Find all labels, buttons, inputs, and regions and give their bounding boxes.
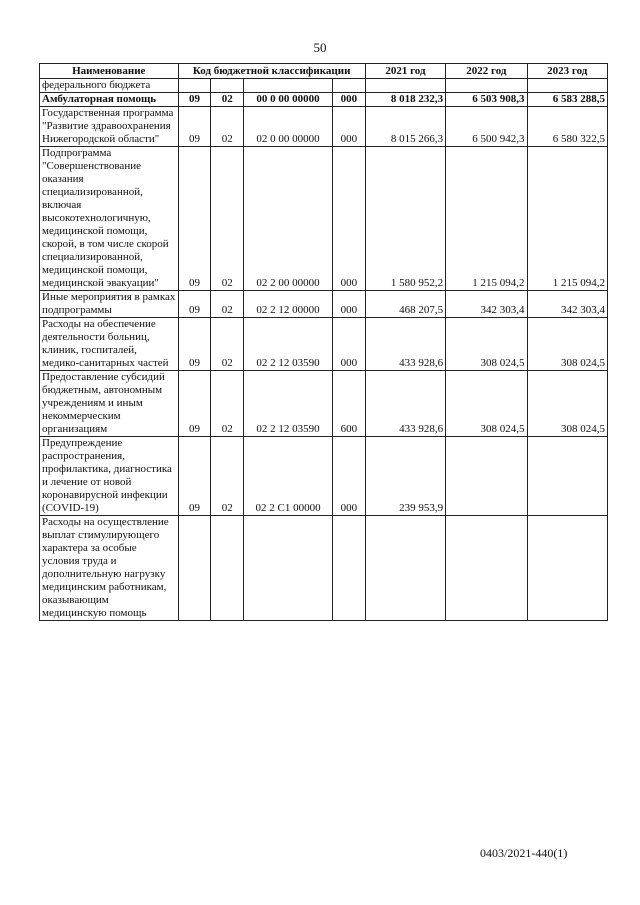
header-2023: 2023 год xyxy=(527,64,607,79)
row-name: Расходы на осуществление выплат стимулирующего характера за особые условия труда и дополнительную нагрузку медицинским работникам, оказывающим медицинскую помощь xyxy=(40,516,179,621)
row-name: Предупреждение распространения, профилактика, диагностика и лечение от новой коронавирусной инфекции (COVID-19) xyxy=(40,437,179,516)
row-value-2023 xyxy=(527,516,607,621)
row-value-2021: 468 207,5 xyxy=(365,291,445,318)
budget-table xyxy=(39,63,608,621)
document-code: 0403/2021-440(1) xyxy=(480,846,568,860)
row-section xyxy=(178,79,211,93)
row-value-2021: 433 928,6 xyxy=(365,318,445,371)
row-section: 09 xyxy=(178,147,211,291)
table-row xyxy=(40,93,608,107)
row-value-2022: 342 303,4 xyxy=(446,291,527,318)
row-target-code: 02 2 C1 00000 xyxy=(244,437,333,516)
row-name: Расходы на обеспечение деятельности больниц, клиник, госпиталей, медико-санитарных частей xyxy=(40,318,179,371)
row-value-2023: 342 303,4 xyxy=(527,291,607,318)
table-row xyxy=(40,291,608,318)
row-subsection: 02 xyxy=(211,291,244,318)
row-value-2021: 433 928,6 xyxy=(365,371,445,437)
row-target-code: 02 2 12 03590 xyxy=(244,371,333,437)
table-row xyxy=(40,437,608,516)
row-section: 09 xyxy=(178,93,211,107)
header-code: Код бюджетной классификации xyxy=(178,64,365,79)
row-target-code: 00 0 00 00000 xyxy=(244,93,333,107)
row-value-2021 xyxy=(365,79,445,93)
row-section: 09 xyxy=(178,107,211,147)
row-value-2022 xyxy=(446,437,527,516)
row-value-2023: 1 215 094,2 xyxy=(527,147,607,291)
row-value-2023: 6 580 322,5 xyxy=(527,107,607,147)
row-value-2022: 308 024,5 xyxy=(446,318,527,371)
row-expense-type: 000 xyxy=(332,437,365,516)
row-target-code xyxy=(244,79,333,93)
table-header-row xyxy=(40,64,608,79)
row-value-2023: 308 024,5 xyxy=(527,371,607,437)
table-row xyxy=(40,147,608,291)
row-target-code: 02 2 00 00000 xyxy=(244,147,333,291)
row-name: Государственная программа "Развитие здравоохранения Нижегородской области" xyxy=(40,107,179,147)
row-value-2022: 308 024,5 xyxy=(446,371,527,437)
row-target-code: 02 2 12 00000 xyxy=(244,291,333,318)
row-value-2021 xyxy=(365,516,445,621)
row-subsection: 02 xyxy=(211,318,244,371)
table-row xyxy=(40,107,608,147)
row-subsection: 02 xyxy=(211,437,244,516)
row-expense-type: 000 xyxy=(332,93,365,107)
row-subsection xyxy=(211,79,244,93)
row-name: Амбулаторная помощь xyxy=(40,93,179,107)
row-target-code xyxy=(244,516,333,621)
row-value-2023 xyxy=(527,79,607,93)
header-2021: 2021 год xyxy=(365,64,445,79)
row-expense-type xyxy=(332,79,365,93)
row-subsection: 02 xyxy=(211,147,244,291)
row-value-2023: 308 024,5 xyxy=(527,318,607,371)
row-value-2021: 239 953,9 xyxy=(365,437,445,516)
row-expense-type xyxy=(332,516,365,621)
row-expense-type: 600 xyxy=(332,371,365,437)
row-expense-type: 000 xyxy=(332,318,365,371)
row-subsection: 02 xyxy=(211,371,244,437)
table-row xyxy=(40,79,608,93)
row-subsection: 02 xyxy=(211,93,244,107)
row-section: 09 xyxy=(178,371,211,437)
row-section: 09 xyxy=(178,291,211,318)
row-value-2023 xyxy=(527,437,607,516)
row-value-2021: 8 018 232,3 xyxy=(365,93,445,107)
row-name: Иные мероприятия в рамках подпрограммы xyxy=(40,291,179,318)
header-2022: 2022 год xyxy=(446,64,527,79)
row-expense-type: 000 xyxy=(332,147,365,291)
row-name: Предоставление субсидий бюджетным, автономным учреждениям и иным некоммерческим организациям xyxy=(40,371,179,437)
row-target-code: 02 2 12 03590 xyxy=(244,318,333,371)
row-subsection: 02 xyxy=(211,107,244,147)
table-row xyxy=(40,371,608,437)
table-row xyxy=(40,516,608,621)
row-value-2023: 6 583 288,5 xyxy=(527,93,607,107)
row-value-2021: 8 015 266,3 xyxy=(365,107,445,147)
row-value-2022: 6 500 942,3 xyxy=(446,107,527,147)
row-value-2022: 6 503 908,3 xyxy=(446,93,527,107)
row-section: 09 xyxy=(178,437,211,516)
row-name: федерального бюджета xyxy=(40,79,179,93)
row-subsection xyxy=(211,516,244,621)
row-section: 09 xyxy=(178,318,211,371)
row-value-2022: 1 215 094,2 xyxy=(446,147,527,291)
row-value-2022 xyxy=(446,516,527,621)
row-value-2022 xyxy=(446,79,527,93)
row-name: Подпрограмма "Совершенствование оказания специализированной, включая высокотехнологичную, медицинской помощи, скорой, в том числе скорой специализированной, медицинской помощи, медицинской эвакуации" xyxy=(40,147,179,291)
header-name: Наименование xyxy=(40,64,179,79)
page-number: 50 xyxy=(313,40,327,55)
row-expense-type: 000 xyxy=(332,291,365,318)
row-section xyxy=(178,516,211,621)
row-value-2021: 1 580 952,2 xyxy=(365,147,445,291)
row-expense-type: 000 xyxy=(332,107,365,147)
table-row xyxy=(40,318,608,371)
row-target-code: 02 0 00 00000 xyxy=(244,107,333,147)
